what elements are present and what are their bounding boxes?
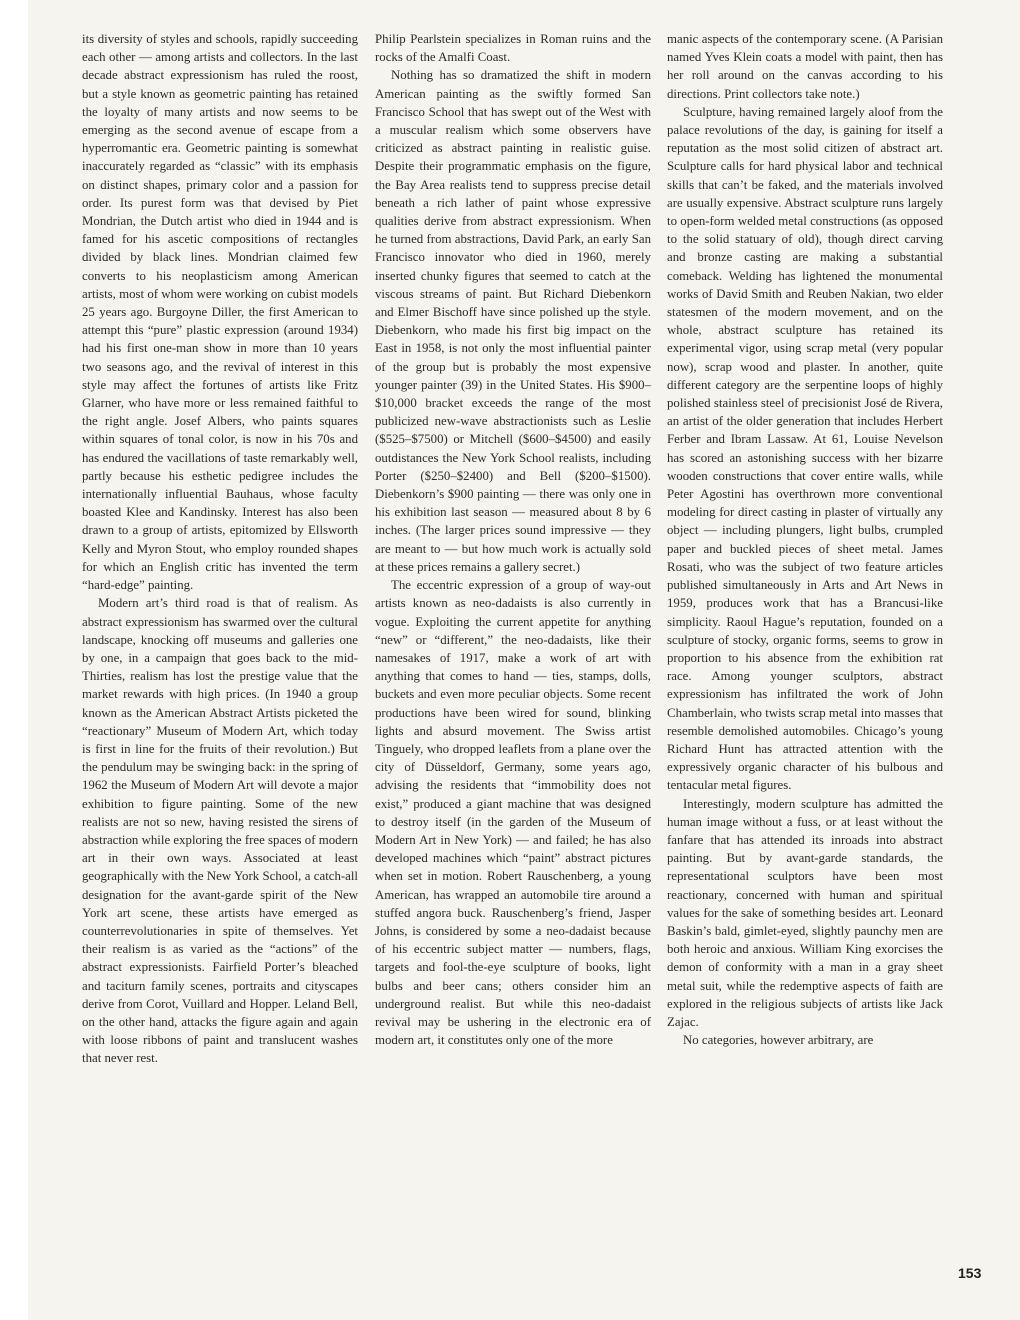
paragraph: Nothing has so dramatized the shift in modern American painting as the swiftly formed San Francisco School that has swept out of the West with a muscular realism which some observers have criticized as abstract painting in realistic guise. Despite their programmatic emphasis on the figure, the Bay Area realists tend to suppress precise detail beneath a rich lather of paint whose expressive qualities derive from abstract expressionism. When he turned from abstractions, David Park, an early San Francisco innovator who died in 1960, merely inserted chunky figures that seemed to catch at the viscous streams of paint. But Richard Diebenkorn and Elmer Bischoff have since polished up the style. Diebenkorn, who made his first big impact on the East in 1958, is not only the most influential painter of the group but is probably the most expensive younger painter (39) in the United States. His $900–$10,000 bracket exceeds the range of the most publicized new-wave abstractionists such as Leslie ($525–$7500) or Mitchell ($600–$4500) and easily outdistances the New York School realists, including Porter ($250–$2400) and Bell ($200–$1500). Diebenkorn’s $900 painting — there was only one in his exhibition last season — measured about 8 by 6 inches. (The larger prices sound impressive — they are meant to — but how much work is actually sold at these prices remains a gallery secret.)	[375, 68, 651, 574]
paragraph: Sculpture, having remained largely aloof from the palace revolutions of the day, is gaining for itself a reputation as the most solid citizen of abstract art. Sculpture calls for hard physical labor and technical skills that can’t be faked, and the materials involved are usually expensive. Abstract sculpture runs largely to open-form welded metal constructions (as opposed to the solid statuary of old), though direct carving and bronze casting are making a substantial comeback. Welding has lightened the monumental works of David Smith and Reuben Nakian, two elder statesmen of the modern movement, and on the whole, abstract sculpture has retained its experimental vigor, using scrap metal (very popular now), scrap wood and plaster. In another, quite different category are the serpentine loops of highly polished stainless steel of precisionist José de Rivera, an artist of the older generation that includes Herbert Ferber and Ibram Lassaw. At 61, Louise Nevelson has scored an astonishing success with her bizarre wooden constructions that cover entire walls, while Peter Agostini has overthrown more conventional modeling for direct casting in plaster of virtually any object — including plungers, light bulbs, crumpled paper and buckled pieces of sheet metal. James Rosati, who was the subject of two feature articles published simultaneously in Arts and Art News in 1959, produces work that has a Brancusi-like simplicity. Raoul Hague’s reputation, founded on a sculpture of stocky, organic forms, seems to grow in proportion to his absence from the exhibition rat race. Among younger sculptors, abstract expressionism has infiltrated the work of John Chamberlain, who twists scrap metal into masses that resemble demolished automobiles. Chicago’s young Richard Hunt has attracted attention with the expressively organic character of his bulbous and tentacular metal figures.	[667, 104, 943, 793]
text-column-1	[82, 30, 358, 1068]
paragraph: The eccentric expression of a group of way-out artists known as neo-dadaists is also currently in vogue. Exploiting the current appetite for anything “new” or “different,” the neo-dadaists, like their namesakes of 1917, make a work of art with anything that comes to hand — ties, stamps, dolls, buckets and even more peculiar objects. Some recent productions have been wired for sound, blinking lights and absurd movement. The Swiss artist Tinguely, who dropped leaflets from a plane over the city of Düsseldorf, Germany, some years ago, advising the residents that “immobility does not exist,” produced a giant machine that was designed to destroy itself (in the garden of the Museum of Modern Art in New York) — and failed; he has also developed machines which “paint” abstract pictures when set in motion. Robert Rauschenberg, a young American, has wrapped an automobile tire around a stuffed angora buck. Rauschenberg’s friend, Jasper Johns, is considered by some a neo-dadaist because of his eccentric subject matter — numbers, flags, targets and fool-the-eye sculpture of books, light bulbs and beer cans; others consider him an underground realist. But while this neo-dadaist revival may be ushering in the electronic era of modern art, it constitutes only one of the more	[375, 578, 651, 1048]
page-margin-strip	[0, 0, 28, 1320]
text-column-3	[667, 30, 943, 1049]
paragraph: Philip Pearlstein specializes in Roman ruins and the rocks of the Amalfi Coast.	[375, 32, 651, 65]
paragraph: its diversity of styles and schools, rapidly succeeding each other — among artists and collectors. In the last decade abstract expressionism has ruled the roost, but a style known as geometric painting has retained the loyalty of many artists and now seems to be emerging as the second avenue of escape from a hyperromantic era. Geometric painting is somewhat inaccurately regarded as “classic” with its emphasis on distinct shapes, primary color and a passion for order. Its purest form was that devised by Piet Mondrian, the Dutch artist who died in 1944 and is famed for his ascetic compositions of rectangles divided by black lines. Mondrian claimed few converts to his neoplasticism among American artists, most of whom were working on cubist models 25 years ago. Burgoyne Diller, the first American to attempt this “pure” plastic expression (around 1934) had his first one-man show in more than 10 years two seasons ago, and the revival of interest in this style may affect the fortunes of artists like Fritz Glarner, who have more or less remained faithful to the right angle. Josef Albers, who paints squares within squares of tonal color, is now in his 70s and has endured the vacillations of taste remarkably well, partly because his esthetic pedigree includes the internationally influential Bauhaus, whose faculty boasted Klee and Kandinsky. Interest has also been drawn to a group of artists, epitomized by Ellsworth Kelly and Myron Stout, who employ rounded shapes for which an English critic has invented the term “hard-edge” painting.	[82, 32, 358, 593]
page-number: 153	[958, 1265, 982, 1281]
text-column-2	[375, 30, 651, 1049]
paragraph: Modern art’s third road is that of realism. As abstract expressionism has swarmed over the cultural landscape, knocking off museums and galleries one by one, in a campaign that goes back to the mid-Thirties, realism has lost the prestige value that the market rewards with high prices. (In 1940 a group known as the American Abstract Artists picketed the “reactionary” Museum of Modern Art, which today is first in line for the fruits of their revolution.) But the pendulum may be swinging back: in the spring of 1962 the Museum of Modern Art will devote a major exhibition to figure painting. Some of the new realists are not so new, having resisted the sirens of abstraction while exploring the free spaces of modern art in their own ways. Associated at least geographically with the New York School, a catch-all designation for the avant-garde spirit of the New York art scene, these artists have emerged as counterrevolutionaries in spite of themselves. Yet their realism is as varied as the “actions” of the abstract expressionists. Fairfield Porter’s bleached and taciturn family scenes, portraits and cityscapes derive from Corot, Vuillard and Hopper. Leland Bell, on the other hand, attacks the figure again and again with loose ribbons of paint and translucent washes that never rest.	[82, 596, 358, 1066]
paragraph: manic aspects of the contemporary scene. (A Parisian named Yves Klein coats a model with paint, then has her roll around on the canvas according to his directions. Print collectors take note.)	[667, 32, 943, 101]
paragraph: Interestingly, modern sculpture has admitted the human image without a fuss, or at least without the fanfare that has attended its inroads into abstract painting. But by avant-garde standards, the representational sculptors have been most reactionary, concerned with human and spiritual values for the sake of something besides art. Leonard Baskin’s bald, gimlet-eyed, slightly paunchy men are both heroic and anxious. William King exorcises the demon of conformity with a man in a gray sheet metal suit, while the redemptive aspects of faith are explored in the religious subjects of artists like Jack Zajac.	[667, 796, 943, 1029]
paragraph: No categories, however arbitrary, are	[683, 1033, 874, 1048]
